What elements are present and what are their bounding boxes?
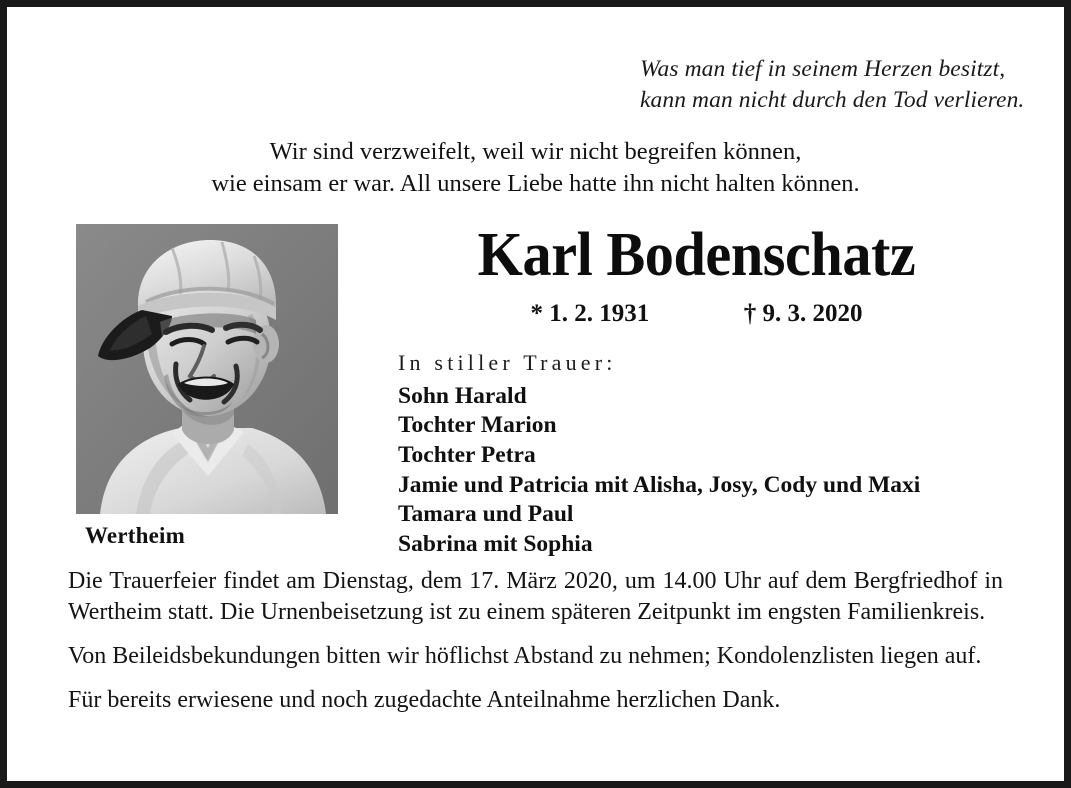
list-item: Tochter Marion [398,412,557,439]
footer-text [68,552,1003,717]
funeral-service-paragraph: Die Trauerfeier findet am Dienstag, dem 17. März 2020, um 14.00 Uhr auf dem Bergfriedhof in Wertheim statt. Die Urnenbeisetzung ist zu einem späteren Zeitpunkt im engsten Familienkreis. [68,567,1003,625]
birth-date: * 1. 2. 1931 [530,299,650,327]
verse-line-1: Was man tief in seinem Herzen besitzt, [640,56,1006,82]
death-date: † 9. 3. 2020 [743,299,863,327]
lament-line-2: wie einsam er war. All unsere Liebe hatte ihn nicht halten können. [211,170,860,198]
lament-text [68,115,1003,201]
name-column [398,220,995,560]
mourners-list [398,376,995,560]
portrait-illustration [76,224,338,514]
list-item: Sohn Harald [398,382,527,409]
mourning-heading: In stiller Trauer: [398,349,617,375]
memorial-verse [68,7,1025,115]
thanks-paragraph: Für bereits erwiesene und noch zugedachte Anteilnahme herzlichen Dank. [68,687,781,714]
main-block [68,220,1003,557]
list-item: Tamara und Paul [398,501,574,528]
list-item: Tochter Petra [398,441,536,468]
condolence-paragraph: Von Beileidsbekundungen bitten wir höflichst Abstand zu nehmen; Kondolenzlisten liegen auf. [68,643,982,670]
deceased-name: Karl Bodenschatz [477,220,916,289]
place-label: Wertheim [85,522,185,548]
notice-inner [7,7,1064,781]
portrait-photo [76,224,338,514]
lament-line-1: Wir sind verzweifelt, weil wir nicht begreifen können, [269,138,802,166]
verse-line-2: kann man nicht durch den Tod verlieren. [640,86,1025,113]
list-item: Sabrina mit Sophia [398,530,593,557]
list-item: Jamie und Patricia mit Alisha, Josy, Cody und Maxi [398,471,921,498]
life-dates [398,286,995,328]
portrait-column [76,224,338,549]
